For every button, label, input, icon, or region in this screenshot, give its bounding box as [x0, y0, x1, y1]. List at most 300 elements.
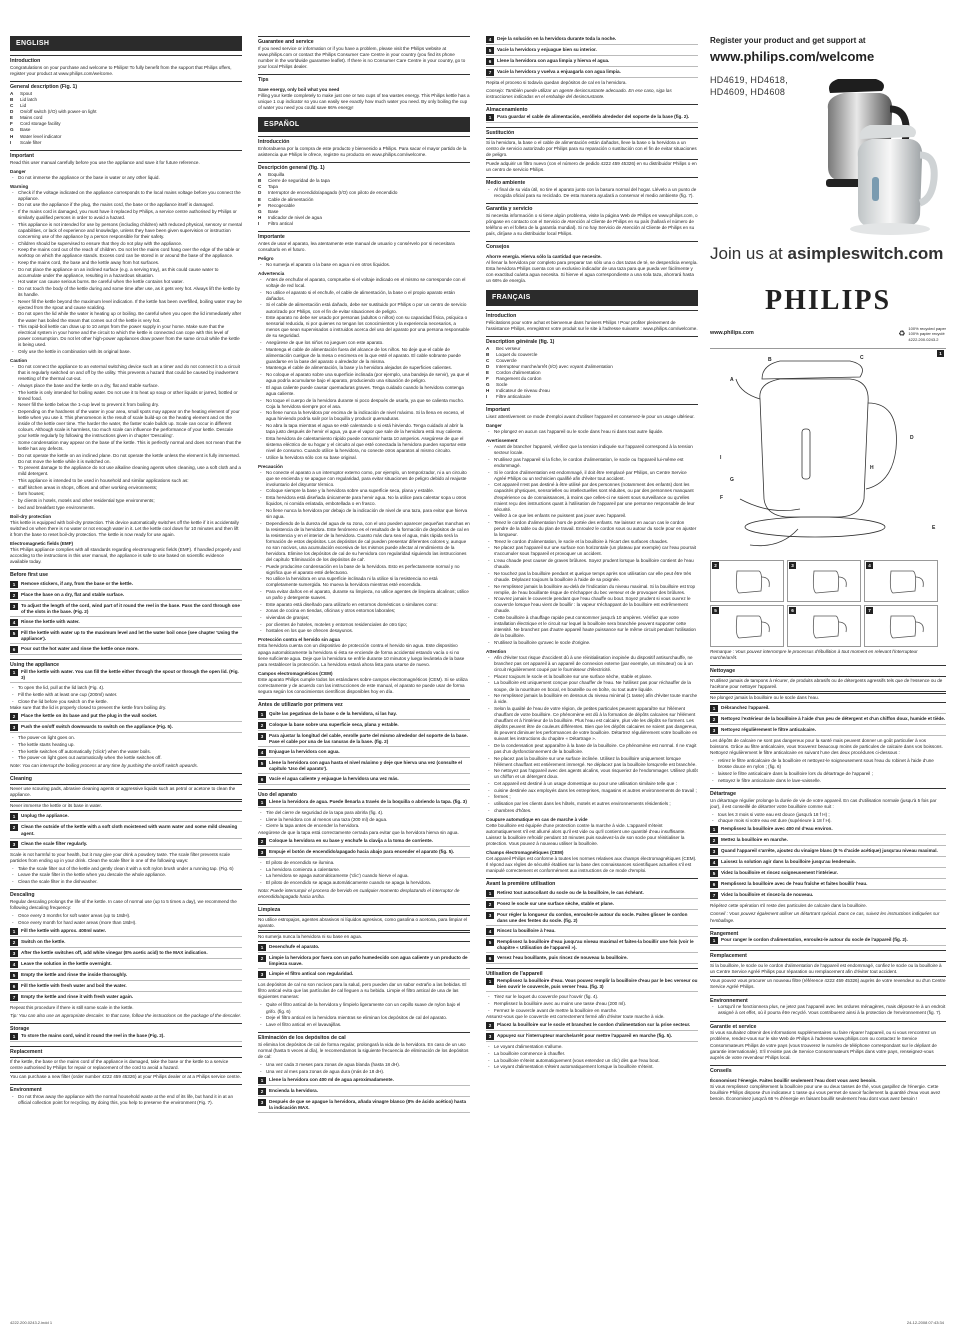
join-us-line: Join us at asimpleswitch.com — [710, 243, 944, 263]
step-item: 6 Pour out the hot water and rinse the kettle once more. — [10, 646, 242, 655]
gd-item: H Water level indicator — [10, 133, 62, 139]
list-item: - Le voyant d'alimentation s'allume. — [494, 1044, 698, 1050]
en-bfu-heading: Before first use — [10, 569, 242, 579]
english-column — [10, 36, 242, 1316]
list-item: - Cet appareil n'est pas destiné à être utilisé par des personnes (notamment des enfants) dont les capacités physiques, sensorielles ou intellectuelles sont réduites, ou par des personnes manquant d'expérience ou de connaissances, à moins que celles-ci ne soient sous surveillance ou qu'elles n'aient reçu des instructions quant à l'utilisation de l'appareil par une personne responsable de leur sécurité. — [494, 482, 698, 512]
es-bfu-heading: Antes de utilizarlo por primera vez — [258, 699, 470, 709]
en-intro-heading: Introduction — [10, 55, 242, 65]
fr-emf-text: Cet appareil Philips est conforme à toutes les normes relatives aux champs électromagnétiques (CEM). Il répond aux règles de sécurité établies sur la base des connaissances scientifiques actuelles s'il est manipulé correctement et conformément aux instructions de ce mode d'emploi. — [486, 856, 697, 874]
es-clean-warning-1: No utilice estropajos, agentes abrasivos ni líquidos agresivos, como gasolina o acetona, para limpiar el aparato. — [258, 915, 470, 931]
register-line: Register your product and get support at — [710, 36, 866, 45]
figure-illustration — [865, 561, 939, 603]
figure-thumb — [787, 605, 861, 647]
gd-item: G Base — [258, 208, 279, 214]
en-desc-steps — [10, 928, 242, 1003]
step-item: 1 Remove stickers, if any, from the base or the kettle. — [10, 581, 242, 590]
list-item: - Una vez cada 3 meses para zonas de agua blanda (hasta 18 dH). — [266, 1062, 470, 1068]
es-desc-bullets — [258, 1062, 470, 1075]
es-desc-text: Si elimina los depósitos de cal de forma regular, prolongará la vida de la hervidora. En caso de un uso normal (hasta 5 veces al día), le recomendamos la siguiente frecuencia de eliminación de los depósitos de cal: — [258, 1041, 469, 1059]
recycle-info: ♻ 100% recycled paper 100% papier recyclé 4222.200.0243.2 — [898, 326, 946, 342]
gd-item: A Bec verseur — [486, 345, 521, 351]
fr-intro-heading: Introduction — [486, 310, 698, 320]
step-item: 2 Switch on the kettle. — [10, 939, 242, 948]
es-repl-text: Puede adquirir un filtro nuevo (con el número de pedido 4222 459 45326) en su distribuidor Philips o en un centro de servicio Philips. — [486, 161, 697, 173]
list-item: - Veillez à ce que les enfants ne puissent pas jouer avec l'appareil. — [494, 513, 698, 519]
gd-item: C Tapa — [258, 184, 278, 190]
es-clean3-bullets — [258, 1002, 470, 1027]
fr-desc-bullets — [710, 812, 946, 825]
figure-thumb — [864, 605, 938, 647]
step-item: 4 Rinse the kettle with water. — [10, 619, 242, 628]
step-item: 4 Rincez la bouilloire à l'eau. — [486, 928, 698, 937]
fr-tips-text: Si vous remplissez complètement la bouilloire pour une ou deux tasses de thé, vous gaspillez de l'énergie. Cette bouilloire Philips dispose d'un indicateur 1 tasse qui vous permet de savoir facilement la quantité d'eau vous avez besoin. Économisez jusqu'à 66 % d'énergie en faisant bouillir seulement l'eau dont vous avez besoin ! — [710, 1083, 941, 1101]
list-item: - No toque el cuerpo de la hervidora durante ni poco después de usarla, ya que se calienta mucho. Coja la hervidora siempre por el asa. — [266, 398, 470, 410]
es-tips-text: Al llenar la hervidora por completo para preparar tan sólo una o dos tazas de té, se desperdicia energía. Esta hervidora Philips cuenta con un exclusivo indicador de una taza para que pueda ver fácilmente y con exactitud cuánta agua necesita. Si hierve el agua correspondiente a una sola taza, ahorrará hasta un 66% de energía. — [486, 260, 698, 284]
step-item: 7 Videz la bouilloire et rincez-la de nouveau. — [710, 892, 946, 901]
step-item: 2 Clean the outside of the kettle with a soft cloth moistened with warm water and some mild cleaning agent. — [10, 824, 242, 838]
fr-desc-heading: Détartrage — [710, 788, 946, 798]
figure-number: 3 — [789, 562, 796, 569]
es-danger-heading: Peligro — [258, 255, 274, 261]
list-item: - Depending on the hardness of the water in your area, small spots may appear on the heating element of your kettle when you use it. This phenomenon is the result of scale build-up on the heating element and on the inside of the kettle over time. The harder the water, the faster scale builds up. Scale can occur in different colours. Although scale is harmless, too much scale can influence the performance of your kettle. Descale your kettle regularly by following the instructions given in chapter 'Descaling'. — [18, 409, 242, 439]
es-gs-heading: Garantía y servicio — [486, 203, 698, 213]
en-gs-heading: Guarantee and service — [258, 36, 470, 46]
list-item: - Children should be supervised to ensure that they do not play with the appliance. — [18, 241, 242, 247]
gd-item: B Cierre de seguridad de la tapa — [258, 178, 330, 184]
gd-item: A Boquilla — [258, 172, 285, 178]
gd-item: I Scale filter — [10, 139, 42, 145]
kettle-photo — [810, 69, 940, 239]
kettle-line-drawing — [710, 349, 946, 559]
en-warning-list — [10, 190, 242, 355]
en-use1-note: Make sure that the lid is properly closed to prevent the kettle from boiling dry. — [10, 705, 167, 711]
list-item: - No utilice la hervidora en una superficie inclinada ni la utilice si la resistencia no está completamente sumergida. No mueva la hervidora mientras esté encendida. — [266, 576, 470, 588]
step-item: 2 Posez le socle sur une surface sèche, stable et plane. — [486, 901, 698, 910]
gd-item: H Indicador de nivel de agua — [258, 214, 322, 220]
philips-logo: PHILIPS — [764, 285, 892, 317]
en-clean-warning-2: Never immerse the kettle or its base in water. — [10, 801, 242, 811]
fr-clean-warning-1: N'utilisez jamais de tampons à récurer, de produits abrasifs ou de détergents agressifs tels que de l'essence ou de l'acétone pour nettoyer l'appareil. — [710, 676, 946, 692]
list-item: - Afin d'éviter tout risque d'accident dû à une réinitialisation inopinée du dispositif antisurchauffe, ne branchez pas cet appareil à un appareil de connexion externe (par exemple, un minuteur) ou à un circuit régulièrement coupé par le fournisseur d'électricité. — [494, 655, 698, 673]
fr-clean3-text: Les dépôts de calcaire ne sont pas dangereux pour la santé mais peuvent donner un goût particulier à vos boissons. Grâce au filtre anticalcaire, vous trouverez beaucoup moins de particules de calcaire dans vos boissons. Nettoyez régulièrement le filtre anticalcaire en suivant l'une des deux procédures ci-dessous : — [710, 738, 943, 756]
list-item: - El piloto de encendido se ilumina. — [266, 860, 470, 866]
list-item: - No utilice el aparato si el enchufe, el cable de alimentación, la base o el propio aparato están dañados. — [266, 290, 470, 302]
fr-bfu-heading: Avant la première utilisation — [486, 878, 698, 888]
step-item: 3 To adjust the length of the cord, wind part of it round the reel in the base. Pass the cord through one of the slots in the base. (Fig. 2) — [10, 603, 242, 617]
step-item: 1 Fill the kettle with approx. 400ml water. — [10, 928, 242, 937]
figure-1-diagram — [710, 348, 946, 558]
step-item: 6 Remplissez la bouilloire avec de l'eau fraîche et faites bouillir l'eau. — [710, 881, 946, 890]
list-item: - No llene nunca la hervidora por debajo de la indicación de nivel de una taza, para evitar que hierva sin agua. — [266, 508, 470, 520]
gd-item: B Loquet du couvercle — [486, 351, 538, 357]
step-item: 2 Mettez la bouilloire en marche. — [710, 837, 946, 846]
gd-item: A Spout — [10, 91, 33, 97]
fr-boil-text: Cette bouilloire est équipée d'une protection contre la marche à vide. L'appareil s'éteint automatiquement s'il est allumé alors qu'il est vide ou qu'il contient une quantité d'eau insuffisante. Laissez la bouilloire refroidir pendant 10 minutes puis soulevez-la de son socle pour réinitialiser la protection. Vous pouvez à nouveau utiliser la bouilloire. — [486, 822, 686, 846]
list-item: - El piloto de encendido se apaga automáticamente cuando se apaga la hervidora. — [266, 880, 470, 886]
en-desc-bullets — [10, 913, 242, 926]
list-item: - laissez le filtre anticalcaire dans la bouilloire lors du détartrage de l'appareil ; — [718, 771, 946, 777]
list-item: - Do not place the appliance on an inclined surface (e.g. a serving tray), as this could cause water to accumulate under the appliance, resulting in a hazardous situation. — [18, 267, 242, 279]
list-item: - Lave el filtro antical en el lavavajillas. — [266, 1022, 470, 1028]
fr-gs-text: Si vous souhaitez obtenir des informations supplémentaires ou faire réparer l'appareil, ou si vous rencontrez un problème, rendez-vous sur le site Web de Philips à l'adresse www.philips.com ou contactez le Service Consommateurs Philips de votre pays (vous trouverez le numéro de téléphone correspondant sur le dépliant de garantie internationale). S'il n'existe pas de Service Consommateurs Philips dans votre pays, renseignez-vous auprès de votre revendeur Philips local. — [710, 1030, 937, 1060]
step-item: 2 Place the base on a dry, flat and stable surface. — [10, 592, 242, 601]
list-item: - Utilice la hervidora sólo con su base original. — [266, 455, 470, 461]
en-emf-text: This Philips appliance complies with all standards regarding electromagnetic fields (EMF). If handled properly and according to the instructions in this user manual, the appliance is safe to use based on scientific evidence available today. — [10, 547, 241, 565]
step-item: 1 Retirez tout autocollant du socle ou de la bouilloire, le cas échéant. — [486, 890, 698, 899]
fr-important-text: Lisez attentivement ce mode d'emploi avant d'utiliser l'appareil et conservez-le pour un usage ultérieur. — [486, 413, 695, 419]
en-tips-bold: Save energy, only boil what you need — [258, 86, 340, 92]
label-E: E — [932, 524, 936, 531]
list-item: - The power-on light goes out automatically when the kettle switches off. — [18, 755, 242, 761]
gd-item: F Rangement du cordon — [486, 375, 542, 381]
fr-tips-bold: Économisez l'énergie. Faites bouillir seulement l'eau dont vous avez besoin. — [710, 1077, 877, 1083]
step-item: 5 Remplissez la bouilloire d'eau jusqu'au niveau maximal et faites-la bouillir une fois (voir le chapitre « Utilisation de l'appareil »). — [486, 939, 698, 953]
cover-footer — [710, 326, 946, 342]
en-emf-heading: Electromagnetic fields (EMF) — [10, 540, 74, 546]
en-tips-text: Filling your kettle completely to make just one or two cups of tea wastes energy. This Philips kettle has a unique 1 cup indicator so you can easily see exactly how much water you need. By only boiling the cup of water you need you could save 66% energy! — [258, 93, 470, 111]
list-item: - De la condensation peut apparaître à la base de la bouilloire. Ce phénomène est normal. Il ne s'agit pas d'un dysfonctionnement de la bouilloire. — [494, 743, 698, 755]
list-item: - Do not use the appliance if the plug, the mains cord, the base or the appliance itself is damaged. — [18, 202, 242, 208]
fr-use-step-2: 2 Placez la bouilloire sur le socle et branchez le cordon d'alimentation sur la prise secteur. — [486, 1022, 698, 1031]
list-item: - Avant de brancher l'appareil, vérifiez que la tension indiquée sur l'appareil correspond à la tension secteur locale. — [494, 444, 698, 456]
step-item: 4 Enjuague la hervidora con agua. — [258, 749, 470, 758]
list-item: - Este aparato no debe ser usado por personas (adultos o niños) con su capacidad física, psíquica o sensorial reducida, ni por quienes no tengan los conocimientos y la experiencia necesarios, a menos que sean supervisados o instruidos acerca del uso del aparato por una persona responsable de su seguridad. — [266, 315, 470, 339]
es-gs-text: Si necesita información o si tiene algún problema, visite la página Web de Philips en www.philips.com, o póngase en contacto con el Servicio de Atención al Cliente de Philips en su país (hallará el número de teléfono en el folleto de la garantía mundial). Si no hay Servicio de Atención al Cliente de Philips en su país, diríjase a su distribuidor local Philips. — [486, 213, 698, 237]
list-item: - Quite el filtro antical de la hervidora y límpielo ligeramente con un cepillo suave de nylon bajo el grifo. (fig. 6) — [266, 1002, 470, 1014]
list-item: - Fermez le couvercle avant de mettre la bouilloire en marche. — [494, 1008, 698, 1014]
en-gd-heading: General description (Fig. 1) — [10, 81, 242, 91]
list-item: - Hot water can cause serious burns. Be careful when the kettle contains hot water. — [18, 279, 242, 285]
step-item: 1 Llene la hervidora con 400 ml de agua aproximadamente. — [258, 1077, 470, 1086]
list-item: - viviendas de granjas; — [266, 615, 470, 621]
figure-thumb — [864, 560, 938, 602]
label-F: F — [720, 494, 724, 501]
step-item: 1 Remplissez la bouilloire avec 400 ml d'eau environ. — [710, 826, 946, 835]
lang-bar-spanish: ESPAÑOL — [258, 117, 470, 132]
step-item: 1 Desenchufe el aparato. — [258, 944, 470, 953]
step-item: 3 Pour régler la longueur du cordon, enroulez-le autour du socle. Faites glisser le cordon dans une des fentes du socle. (fig. 2) — [486, 912, 698, 926]
figure-number: 7 — [866, 607, 873, 614]
es-use-step-1: 1 Llene la hervidora de agua. Puede llenarla a través de la boquilla o abriendo la tapa. (fig. 3) — [258, 799, 470, 808]
list-item: - Always place the base and the kettle on a dry, flat and stable surface. — [18, 383, 242, 389]
en-warning-heading: Warning — [10, 183, 29, 189]
list-item: - This rapid-boil kettle can draw up to 10 amps from the power supply in your home. Make sure that the electrical system in your home and the circuit to which the kettle is connected can cope with this level of power consumption. Do not let other high-power appliances draw power from the same circuit while the kettle is being used. — [18, 324, 242, 348]
gd-item: G Socle — [486, 381, 508, 387]
fr-clean-steps — [710, 705, 946, 736]
list-item: - por clientes de hoteles, moteles y entornos residenciales de otro tipo; — [266, 622, 470, 628]
fr-danger-heading: Danger — [486, 423, 502, 429]
en-repl-heading: Replacement — [10, 1046, 242, 1056]
es-use-step-3: 3 Empuje el botón de encendido/apagado hacia abajo para encender el aparato (fig. 5). — [258, 849, 470, 858]
en-use-step-3: 3 Push the on/off switch downwards to switch on the appliance (Fig. 5). — [10, 724, 242, 733]
es-desc-steps-a — [258, 1077, 470, 1113]
step-item: 4 Leave the solution in the kettle overnight. — [10, 961, 242, 970]
en-use-note: Note: You can interrupt the boiling process at any time by pushing the on/off switch upwards. — [10, 763, 199, 769]
en-bfu-steps — [10, 581, 242, 655]
fr-clean3-bullets — [710, 758, 946, 783]
label-I: I — [720, 454, 722, 461]
cover-column — [710, 36, 946, 1316]
list-item: - Fill the kettle with at least one cup (200ml) water. — [18, 692, 242, 698]
en-caution-list — [10, 364, 242, 511]
gd-item: G Base — [10, 127, 31, 133]
es-clean-steps — [258, 944, 470, 980]
step-item: 5 Empty the kettle and rinse the inside thoroughly. — [10, 972, 242, 981]
list-item: - Ne touchez pas la bouilloire pendant et quelque temps après son utilisation car elle peut être très chaude. Déplacez toujours la bouilloire à l'aide de sa poignée. — [494, 571, 698, 583]
fr-tips-heading: Conseils — [710, 1065, 946, 1075]
list-item: - La bouilloire est uniquement conçue pour chauffer de l'eau. Ne l'utilisez pas pour réchauffer de la soupe, de la nourriture en bocal, en bouteille ou en boîte, ou tout autre liquide. — [494, 680, 698, 692]
es-clean3-text: Los depósitos de cal no son nocivos para la salud, pero pueden dar un sabor extraño a las bebidas. El filtro antical evita que las partículas de cal lleguen a su bebida. Limpie el filtro antical de una de las siguientes maneras: — [258, 982, 467, 1000]
label-B: B — [768, 356, 772, 363]
list-item: - hostales en los que se ofrecen desayunos. — [266, 628, 470, 634]
figure-number: 6 — [789, 607, 796, 614]
en-desc-tip: Tip: You can also use an appropriate descaler. In that case, follow the instructions on the package of the descaler. — [10, 1012, 242, 1018]
list-item: - Asegúrese de que los niños no jueguen con este aparato. — [266, 340, 470, 346]
en-tips-heading: Tips — [258, 74, 470, 84]
step-item: 2 Nettoyez l'extérieur de la bouilloire à l'aide d'un peu de détergent et d'un chiffon doux, humide et tiède. — [710, 716, 946, 725]
fr-use1-bullets — [486, 994, 698, 1013]
list-item: - utilisation par les clients dans les hôtels, motels et autres environnements résidentiels ; — [494, 801, 698, 807]
fr-env-text: - Lorsqu'il ne fonctionnera plus, ne jetez pas l'appareil avec les ordures ménagères, mais déposez-le à un endroit assigné à cet effet, où il pourra être recyclé. Vous contribuerez ainsi à la protection de l'environnement (fig. 7). — [718, 1004, 946, 1016]
figure-thumb — [787, 560, 861, 602]
es-caution-list — [258, 470, 470, 635]
kettle-sketch — [890, 571, 923, 593]
list-item: - Do not touch the body of the kettle during and some time after use, as it gets very hot. Always lift the kettle by its handle. — [18, 286, 242, 298]
es-important-heading: Importante — [258, 231, 470, 241]
list-item: - Some condensation may appear on the base of the kettle. This is perfectly normal and does not mean that the kettle has any defects. — [18, 440, 242, 452]
kettle-sketch — [736, 616, 769, 638]
list-item: - Clean the scale filter in the dishwasher. — [18, 879, 242, 885]
en-caution-heading: Caution — [10, 358, 28, 364]
fr-important-heading: Important — [486, 404, 698, 414]
list-item: - Ne remplissez jamais la bouilloire au-delà de l'indication du niveau maximal. Si la bouilloire est trop remplie, de l'eau bouillante risque de s'échapper du bec verseur et de provoquer des brûlures. — [494, 584, 698, 596]
list-item: - Esta hervidora de calentamiento rápido puede consumir hasta 10 amperios. Asegúrese de que el sistema eléctrico de su hogar y el circuito al que esté conectada la hervidora pueden soportar este nivel de consumo. Cuando utilice la hervidora, no conecte otros aparatos al mismo circuito. — [266, 436, 470, 454]
list-item: - The power-on light goes on. — [18, 735, 242, 741]
list-item: - bed and breakfast type environments. — [18, 505, 242, 511]
fr-env-heading: Environnement — [710, 995, 946, 1005]
gd-item: E Cable de alimentación — [258, 196, 314, 202]
fr-warning-list — [486, 444, 698, 646]
gd-item: E Cordon d'alimentation — [486, 369, 541, 375]
list-item: - Remplissez la bouilloire avec au moins une tasse d'eau (200 ml). — [494, 1001, 698, 1007]
list-item: - This appliance is intended to be used in household and similar applications such as: — [18, 478, 242, 484]
list-item: - Mantenga el cable de alimentación, la base y la hervidora alejados de superficies calientes. — [266, 365, 470, 371]
figure-grid — [710, 560, 946, 647]
list-item: - Si el cable de alimentación está dañado, debe ser sustituido por Philips o por un centro de servicio autorizado por Philips, con el fin de evitar situaciones de peligro. — [266, 302, 470, 314]
list-item: - Take the scale filter out of the kettle and gently clean it with a soft nylon brush under a running tap. (Fig. 6) — [18, 866, 242, 872]
label-G: G — [730, 476, 734, 483]
en-env-text: - Do not throw away the appliance with the normal household waste at the end of its life, but hand it in at an official collection point for recycling. By doing this, you help to preserve the environment (Fig. 7). — [18, 1094, 242, 1106]
en-desc-repeat: Repeat this procedure if there is still some scale in the kettle. — [10, 1004, 134, 1010]
label-C: C — [860, 354, 864, 361]
list-item: - Llene la hervidora con al menos una taza (200 ml) de agua. — [266, 817, 470, 823]
register-url[interactable]: www.philips.com/welcome — [710, 48, 875, 64]
step-item: 3 Después de que se apague la hervidora, añada vinagre blanco (8% de ácido acético) hasta la indicación MAX. — [258, 1099, 470, 1113]
kettle-sketch — [813, 616, 846, 638]
list-item: - Cierre la tapa antes de encender la hervidora. — [266, 823, 470, 829]
es-use-step-2: 2 Coloque la hervidora en su base y enchufe la clavija a la toma de corriente. — [258, 838, 470, 847]
step-item: 6 Vacíe el agua caliente y enjuague la hervidora una vez más. — [258, 776, 470, 785]
es-clean-warning-2: No sumerja nunca la hervidora ni su base en agua. — [258, 932, 470, 942]
list-item: - Tire del cierre de seguridad de la tapa para abrirla (fig. 4). — [266, 810, 470, 816]
list-item: - Le voyant d'alimentation s'éteint automatiquement lorsque la bouilloire s'éteint. — [494, 1064, 698, 1070]
step-item: 7 Vacíe la hervidora y vuelva a enjuagarla con agua limpia. — [486, 69, 698, 78]
fr-use3-bullets — [486, 1044, 698, 1070]
en-use3-bullets — [10, 735, 242, 761]
fr-caution-list — [486, 655, 698, 814]
list-item: - Deje el filtro antical en la hervidora mientras se eliminan los depósitos de cal del aparato. — [266, 1015, 470, 1021]
label-A: A — [730, 376, 734, 383]
list-item: - El agua caliente puede causar quemaduras graves. Tenga cuidado cuando la hervidora contenga agua caliente. — [266, 385, 470, 397]
fr-clean-warning-2: Ne plongez jamais la bouilloire ou le socle dans l'eau. — [710, 693, 946, 703]
list-item: - To prevent damage to the appliance do not use alkaline cleaning agents when cleaning, use a soft cloth and a mild detergent. — [18, 465, 242, 477]
fr-warning-heading: Avertissement — [486, 438, 518, 444]
step-item: 2 Encienda la hervidora. — [258, 1088, 470, 1097]
es-gd-heading: Descripción general (fig. 1) — [258, 162, 470, 172]
list-item: - farm houses; — [18, 491, 242, 497]
step-item: 6 Fill the kettle with fresh water and boil the water. — [10, 983, 242, 992]
fr-storage-step: 1 Pour ranger le cordon d'alimentation, enroulez-le autour du socle de l'appareil (fig. 2). — [710, 937, 946, 946]
figure-thumb — [710, 560, 784, 602]
en-clean3-bullets — [10, 866, 242, 885]
en-boil-heading: Boil-dry protection — [10, 513, 52, 519]
figure-illustration — [788, 606, 862, 648]
en-storage-step: 1 To store the mains cord, wind it round the reel in the base (Fig. 2). — [10, 1033, 242, 1042]
fr-clean-heading: Nettoyage — [710, 665, 946, 675]
fr-desc-tip: Conseil : Vous pouvez également utiliser un détartrant spécial. Dans ce cas, suivez les instructions indiquées sur l'emballage. — [710, 911, 940, 923]
list-item: - No abra la tapa mientras el agua se esté calentando o si está hirviendo. Tenga cuidado al abrir la tapa justo después de hervir el agua, ya que el vapor que sale de la hervidora está muy caliente. — [266, 423, 470, 435]
fig1-number: 1 — [937, 350, 944, 357]
es-use-note: Nota: Puede interrumpir el proceso de hervido en cualquier momento desplazando el interruptor de encendido/apagado hacia arriba. — [258, 887, 460, 900]
list-item: - Ne placez pas la bouilloire sur une surface inclinée. Utilisez la bouilloire uniquement lorsque l'élément chauffant est entièrement immergé. Ne déplacez pas la bouilloire lorsqu'elle est branchée. — [494, 756, 698, 768]
es-repl-heading: Sustitución — [486, 127, 698, 137]
fr-general-description-list — [486, 346, 698, 401]
en-clean3-text: Scale is not harmful to your health, but it may give your drink a powdery taste. The scale filter prevents scale particles from ending up in your drink. Clean the scale filter in one of the following ways: — [10, 851, 231, 863]
es-intro-heading: Introducción — [258, 136, 470, 146]
es-desc-repeat: Repita el proceso si todavía quedan depósitos de cal en la hervidora. — [486, 80, 627, 85]
list-item: - If the mains cord is damaged, you must have it replaced by Philips, a service centre authorised by Philips or similarly qualified persons in order to avoid a hazard. — [18, 209, 242, 221]
figure-illustration — [711, 561, 785, 603]
list-item: - Never fill the kettle beyond the maximum level indication. If the kettle has been overfilled, boiling water may be ejected from the spout and cause scalding. — [18, 299, 242, 311]
list-item: - La hervidora comienza a calentarse. — [266, 867, 470, 873]
list-item: - Puede producirse condensación en la base de la hervidora. Esto es perfectamente normal y no significa que el aparato esté defectuoso. — [266, 564, 470, 576]
fr-desc-repeat: Répétez cette opération s'il reste des particules de calcaire dans la bouilloire. — [710, 903, 867, 909]
list-item: - The kettle switches off automatically ('click') when the water boils. — [18, 749, 242, 755]
recycle-icon: ♻ — [898, 328, 906, 338]
en-intro-text: Congratulations on your purchase and welcome to Philips! To fully benefit from the support that Philips offers, register your product at www.philips.com/welcome. — [10, 65, 232, 77]
fr-use-note: Remarque : Vous pouvez interrompre le processus d'ébullition à tout moment en relevant l'interrupteur marche/arrêt. — [710, 648, 918, 660]
en-general-description-list — [10, 91, 242, 146]
list-item: - La hervidora se apaga automáticamente ('clic') cuando hierve el agua. — [266, 873, 470, 879]
es-storage-heading: Almacenamiento — [486, 104, 698, 114]
list-item: - Esta hervidora está diseñada únicamente para hervir agua. No la utilice para calentar sopa u otros líquidos, ni comida enlatada, embotellada o en frasco. — [266, 495, 470, 507]
es-bfu-steps — [258, 711, 470, 785]
en-clean-steps — [10, 813, 242, 849]
gd-item: B Lid latch — [10, 97, 38, 103]
en-use-heading: Using the appliance — [10, 659, 242, 669]
fr-storage-heading: Rangement — [710, 928, 946, 938]
fr-intro-text: Félicitations pour votre achat et bienvenue dans l'univers Philips ! Pour profiter pleinement de l'assistance Philips, enregistrez votre produit sur le site à l'adresse suivante : www.philips.com/welcome. — [486, 319, 698, 331]
es-desc-tip: Consejo: También puede utilizar un agente desincrustante adecuado. En ese caso, siga las instrucciones indicadas en el embalaje del desincrustante. — [486, 88, 672, 100]
list-item: - Ne remplissez jamais la bouilloire en dessous du niveau minimal (1 tasse) afin d'éviter toute marche à vide. — [494, 693, 698, 705]
en-repl-box: If the kettle, the base or the mains cord of the appliance is damaged, take the base or the kettle to a service centre authorised by Philips for repair or replacement of the cord to avoid a hazard. — [10, 1057, 242, 1073]
list-item: - The kettle is only intended for boiling water. Do not use it to heat up soup or other liquids or jarred, bottled or tinned food. — [18, 390, 242, 402]
fr-repl-text: Vous pouvez vous procurer un nouveau filtre (référence 4222 459 45326) auprès de votre revendeur ou d'un Centre Service Agréé Philips. — [710, 978, 946, 990]
list-item: - Para evitar daños en el aparato, durante su limpieza, no utilice agentes de limpieza alcalinos; utilice un paño y detergente suaves. — [266, 589, 470, 601]
step-item: 3 Nettoyez régulièrement le filtre anticalcaire. — [710, 727, 946, 736]
list-item: - Ne nettoyez pas l'appareil avec des agents alcalins, vous risqueriez de l'endommager. Utilisez plutôt un chiffon et un détergent doux. — [494, 768, 698, 780]
list-item: - No conecte el aparato a un interruptor externo como, por ejemplo, un temporizador, ni a un circuito que se encienda y se apague con regularidad, para evitar situaciones de peligro debido al reajuste involuntario del disyuntor térmico. — [266, 470, 470, 488]
list-item: - Close the lid before you switch on the kettle. — [18, 699, 242, 705]
gd-item: I Filtro antical — [258, 220, 293, 226]
step-item: 2 Limpie la hervidora por fuera con un paño humedecido con agua caliente y un producto de limpieza suave. — [258, 955, 470, 969]
list-item: - Once every 3 months for soft water areas (up to 18dH). — [18, 913, 242, 919]
es-emf-text: Este aparato Philips cumple todos los estándares sobre campos electromagnéticos (CEM). Si se utiliza correctamente y de acuerdo con las instrucciones de este manual, el aparato se puede usar de forma segura según los conocimientos científicos disponibles hoy en día. — [258, 676, 468, 694]
figure-number: 5 — [712, 607, 719, 614]
es-use-heading: Uso del aparato — [258, 789, 470, 799]
gd-item: I Filtre anticalcaire — [486, 394, 531, 400]
es-storage-step: 1 Para guardar el cable de alimentación, enróllelo alrededor del soporte de la base (fig. 2). — [486, 114, 698, 123]
list-item: - retirez le filtre anticalcaire de la bouilloire et nettoyez-le soigneusement sous l'eau du robinet à l'aide d'une brosse douce en nylon ; (fig. 6) — [718, 758, 946, 770]
en-clean-warning-1: Never use scouring pads, abrasive cleaning agents or aggressive liquids such as petrol or acetone to clean the appliance. — [10, 784, 242, 800]
list-item: - Selon la qualité de l'eau de votre région, de petites particules peuvent apparaître sur l'élément chauffant de votre bouilloire. Ce phénomène est dû à la formation de dépôts calcaires sur l'élément chauffant et à l'intérieur de la bouilloire. Plus l'eau est calcaire, plus vite les dépôts se forment. Les dépôts peuvent être de couleurs différentes. Bien que les dépôts calcaires ne soient pas dangereux, ils peuvent diminuer les performances de votre bouilloire. Détartrez régulièrement votre bouilloire en suivant les instructions du chapitre « Détartrage ». — [494, 706, 698, 742]
fr-bfu-steps — [486, 890, 698, 964]
website-small[interactable]: www.philips.com — [710, 330, 754, 337]
en-storage-heading: Storage — [10, 1023, 242, 1033]
en-repl-text: You can purchase a new filter (order number 4222 459 45326) at your Philips dealer or at a Philips service centre. — [10, 1073, 241, 1079]
step-item: 2 Coloque la base sobre una superficie seca, plana y estable. — [258, 722, 470, 731]
en-env-heading: Environment — [10, 1084, 242, 1094]
list-item: - Leave the scale filter in the kettle when you descale the whole appliance. — [18, 872, 242, 878]
model-numbers: HD4619, HD4618, HD4609, HD4608 — [710, 74, 789, 97]
list-item: - Placez toujours le socle et la bouilloire sur une surface sèche, stable et plane. — [494, 674, 698, 680]
step-item: 4 Deje la solución en la hervidora durante toda la noche. — [486, 36, 698, 45]
list-item: - Keep the mains cord out of the reach of children. Do not let the mains cord hang over the edge of the table or worktop on which the appliance stands. Excess cord can be stored in or around the base of the appliance. — [18, 247, 242, 259]
list-item: - Keep the mains cord, the base and the kettle away from hot surfaces. — [18, 260, 242, 266]
fr-boil-heading: Coupure automatique en cas de marche à vide — [486, 816, 588, 822]
fr-caution-heading: Attention — [486, 648, 507, 654]
label-D: D — [910, 434, 914, 441]
list-item: - To open the lid, pull at the lid latch (Fig. 4). — [18, 685, 242, 691]
figure-illustration — [865, 606, 939, 648]
es-repl-box: Si la hervidora, la base o el cable de alimentación están dañados, lleve la base o la hervidora a un centro de servicio autorizado por Philips para su reparación o sustitución con el fin de evitar situaciones de peligro. — [486, 138, 698, 160]
label-H: H — [870, 464, 874, 471]
step-item: 6 Versez l'eau bouillante, puis rincez de nouveau la bouilloire. — [486, 955, 698, 964]
step-item: 1 Débranchez l'appareil. — [710, 705, 946, 714]
en-desc-heading: Descaling — [10, 889, 242, 899]
list-item: - The kettle starts heating up. — [18, 742, 242, 748]
step-item: 5 Videz la bouilloire et rincez soigneusement l'intérieur. — [710, 870, 946, 879]
list-item: - Mantenga el cable de alimentación fuera del alcance de los niños. No deje que el cable de alimentación cuelgue de la mesa o encimera en la que esté el aparato. El cable sobrante puede guardarse en la base del aparato o alrededor de la misma. — [266, 347, 470, 365]
lang-bar-french: FRANÇAIS — [486, 290, 698, 305]
list-item: - cuisine destinée aux employés dans les entreprises, magasins et autres environnements de travail ; — [494, 788, 698, 794]
figure-illustration — [711, 606, 785, 648]
list-item: - Dependiendo de la dureza del agua de su zona, con el uso pueden aparecer pequeñas manchas en la resistencia de la hervidora. Este fenómeno es el resultado de la formación de depósitos de cal en la resistencia y en el interior de la hervidora. Cuanto más dura sea el agua, más rápida será la formación de estos depósitos. Los depósitos de cal pueden presentar diferentes colores y, aunque no son nocivos, una acumulación excesiva de los mismos puede afectar al rendimiento de la hervidora. Elimine los depósitos de cal de su hervidora con regularidad siguiendo las instrucciones del capítulo 'Eliminación de los depósitos de cal'. — [266, 521, 470, 563]
en-gs-text: If you need service or information or if you have a problem, please visit the Philips website at www.philips.com or contact the Philips Consumer Care Centre in your country (you find its phone number in the worldwide guarantee leaflet). If there is no Consumer Care Centre in your country, go to your local Philips dealer. — [258, 45, 466, 70]
fr-use-step-3: 3 Appuyez sur l'interrupteur marche/arrêt pour mettre l'appareil en marche (fig. 5). — [486, 1033, 698, 1042]
print-footer-left: 4222.200.0243.2.indd 1 — [10, 1319, 53, 1325]
es-use1-bullets — [258, 810, 470, 829]
step-item: 5 Llene la hervidora con agua hasta el nivel máximo y deje que hierva una vez (consulte el capítulo 'Uso del aparato'). — [258, 760, 470, 774]
es-emf-heading: Campos electromagnéticos (CEM) — [258, 670, 333, 676]
list-item: - Never fill the kettle below the 1-cup level to prevent it from boiling dry. — [18, 402, 242, 408]
gd-item: D Interrupteur marche/arrêt (I/O) avec voyant d'alimentation — [486, 363, 613, 369]
es-tips-heading: Consejos — [486, 241, 698, 251]
step-item: 6 Llene la hervidora con agua limpia y hierva el agua. — [486, 58, 698, 67]
fr-repl-box: Si la bouilloire, le socle ou le cordon d'alimentation de l'appareil est endommagé, confiez le socle ou la bouilloire à un Centre Service Agréé Philips pour réparation ou remplacement afin d'éviter tout accident. — [710, 961, 946, 977]
step-item: 5 Vacíe la hervidora y enjuague bien su interior. — [486, 47, 698, 56]
fr-use-heading: Utilisation de l'appareil — [486, 968, 698, 978]
